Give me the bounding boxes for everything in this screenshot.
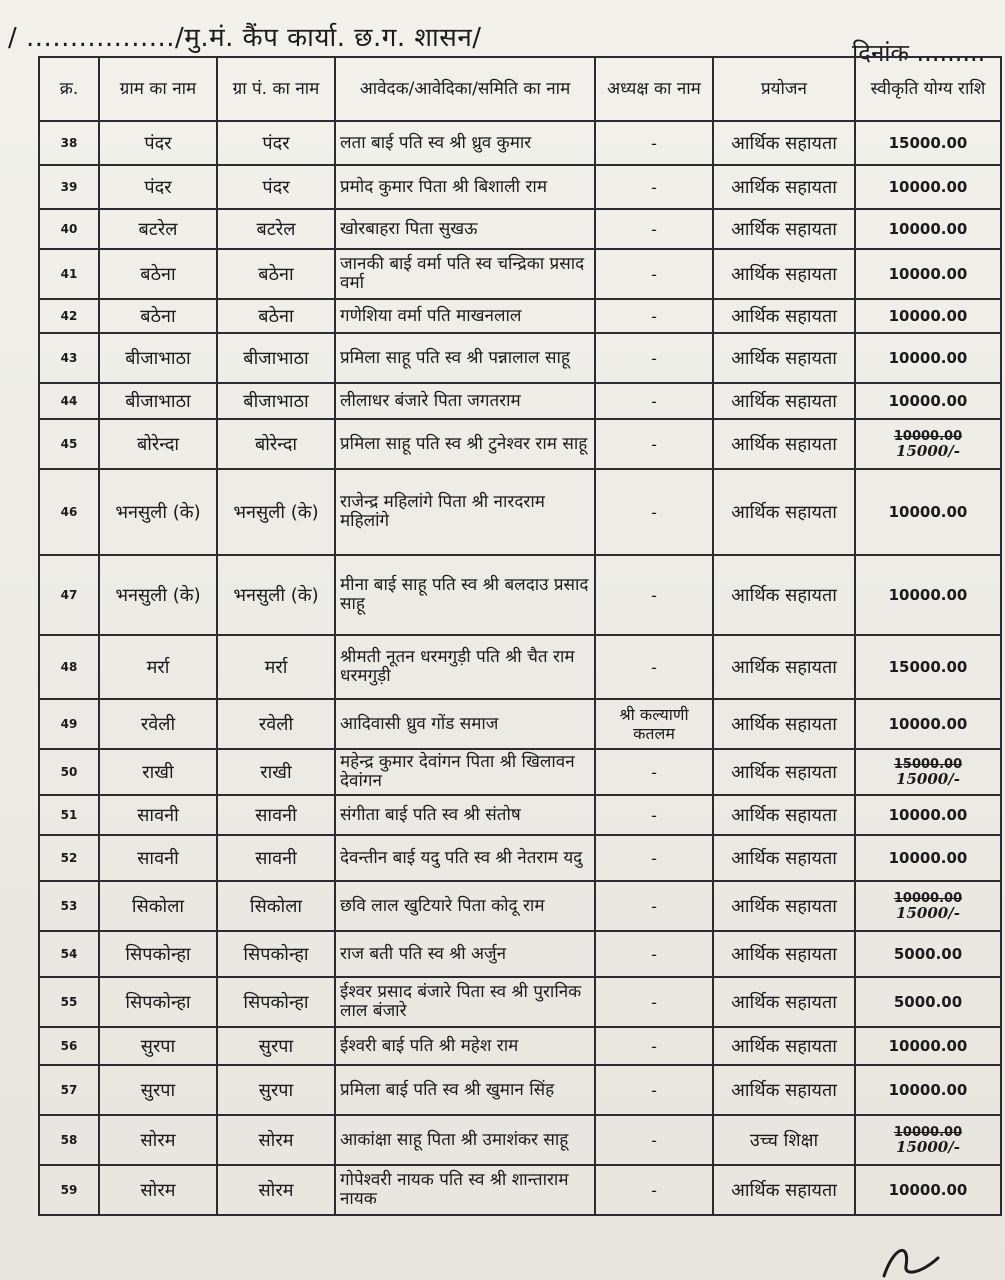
serial-cell: 58: [39, 1115, 99, 1165]
struck-amount: 10000.00: [893, 428, 963, 444]
gram-panchayat-cell: बीजाभाठा: [217, 383, 335, 419]
column-header-amount: स्वीकृति योग्य राशि: [855, 57, 1001, 121]
purpose-cell: आर्थिक सहायता: [713, 249, 855, 299]
amount-cell: 10000.00: [855, 555, 1001, 635]
gram-panchayat-cell: बठेना: [217, 249, 335, 299]
gram-panchayat-cell: भनसुली (के): [217, 555, 335, 635]
purpose-cell: आर्थिक सहायता: [713, 931, 855, 977]
president-cell: -: [595, 1027, 713, 1065]
table-row: [39, 1065, 1001, 1115]
gram-panchayat-cell: बटरेल: [217, 209, 335, 249]
handwritten-amount: 15000/-: [896, 441, 960, 460]
amount-cell: [855, 1115, 1001, 1165]
applicant-cell: छवि लाल खुटियारे पिता कोदू राम: [335, 881, 595, 931]
purpose-cell: आर्थिक सहायता: [713, 1165, 855, 1215]
amount-cell: 10000.00: [855, 795, 1001, 835]
president-cell: -: [595, 209, 713, 249]
president-cell: -: [595, 881, 713, 931]
purpose-cell: आर्थिक सहायता: [713, 209, 855, 249]
struck-amount: 10000.00: [893, 1124, 963, 1140]
gram-panchayat-cell: राखी: [217, 749, 335, 795]
table-row: [39, 977, 1001, 1027]
applicant-cell: प्रमिला साहू पति स्व श्री पन्नालाल साहू: [335, 333, 595, 383]
table-row: [39, 333, 1001, 383]
president-cell: -: [595, 555, 713, 635]
village-cell: सावनी: [99, 795, 217, 835]
table-row: [39, 699, 1001, 749]
serial-cell: 49: [39, 699, 99, 749]
president-cell: -: [595, 1165, 713, 1215]
applicant-cell: प्रमिला बाई पति स्व श्री खुमान सिंह: [335, 1065, 595, 1115]
purpose-cell: आर्थिक सहायता: [713, 699, 855, 749]
gram-panchayat-cell: सिपकोन्हा: [217, 977, 335, 1027]
struck-amount: 10000.00: [893, 890, 963, 906]
table-row: [39, 209, 1001, 249]
serial-cell: 41: [39, 249, 99, 299]
applicant-cell: संगीता बाई पति स्व श्री संतोष: [335, 795, 595, 835]
gram-panchayat-cell: बीजाभाठा: [217, 333, 335, 383]
column-header-serial: क्र.: [39, 57, 99, 121]
purpose-cell: आर्थिक सहायता: [713, 835, 855, 881]
column-header-applicant: आवेदक/आवेदिका/समिति का नाम: [335, 57, 595, 121]
serial-cell: 54: [39, 931, 99, 977]
purpose-cell: आर्थिक सहायता: [713, 419, 855, 469]
serial-cell: 38: [39, 121, 99, 165]
village-cell: बठेना: [99, 249, 217, 299]
purpose-cell: आर्थिक सहायता: [713, 333, 855, 383]
applicant-cell: राजेन्द्र महिलांगे पिता श्री नारदराम महिलांगे: [335, 469, 595, 555]
village-cell: सिपकोन्हा: [99, 977, 217, 1027]
applicant-cell: लता बाई पति स्व श्री ध्रुव कुमार: [335, 121, 595, 165]
village-cell: रवेली: [99, 699, 217, 749]
amount-cell: 15000.00: [855, 635, 1001, 699]
column-header-gram-panchayat: ग्रा पं. का नाम: [217, 57, 335, 121]
president-cell: -: [595, 383, 713, 419]
purpose-cell: आर्थिक सहायता: [713, 749, 855, 795]
president-cell: -: [595, 749, 713, 795]
serial-cell: 39: [39, 165, 99, 209]
village-cell: सोरम: [99, 1115, 217, 1165]
amount-cell: 10000.00: [855, 469, 1001, 555]
handwritten-amount: 15000/-: [896, 1137, 960, 1156]
applicant-cell: खोरबाहरा पिता सुखऊ: [335, 209, 595, 249]
applicant-cell: जानकी बाई वर्मा पति स्व चन्द्रिका प्रसाद वर्मा: [335, 249, 595, 299]
president-cell: -: [595, 931, 713, 977]
gram-panchayat-cell: पंदर: [217, 121, 335, 165]
village-cell: भनसुली (के): [99, 469, 217, 555]
serial-cell: 45: [39, 419, 99, 469]
serial-cell: 51: [39, 795, 99, 835]
amount-cell: 10000.00: [855, 1027, 1001, 1065]
purpose-cell: आर्थिक सहायता: [713, 299, 855, 333]
purpose-cell: आर्थिक सहायता: [713, 881, 855, 931]
village-cell: सोरम: [99, 1165, 217, 1215]
table-header-row: [39, 57, 1001, 121]
applicant-cell: श्रीमती नूतन धरमगुड़ी पति श्री चैत राम धरमगुड़ी: [335, 635, 595, 699]
serial-cell: 52: [39, 835, 99, 881]
gram-panchayat-cell: मर्रा: [217, 635, 335, 699]
date-field: दिनांक .........: [852, 39, 986, 67]
serial-cell: 42: [39, 299, 99, 333]
table-row: [39, 635, 1001, 699]
serial-cell: 44: [39, 383, 99, 419]
signature-mark: [880, 1236, 940, 1280]
amount-cell: 5000.00: [855, 931, 1001, 977]
village-cell: पंदर: [99, 165, 217, 209]
serial-cell: 55: [39, 977, 99, 1027]
village-cell: बीजाभाठा: [99, 333, 217, 383]
village-cell: राखी: [99, 749, 217, 795]
gram-panchayat-cell: सिकोला: [217, 881, 335, 931]
gram-panchayat-cell: सुरपा: [217, 1027, 335, 1065]
village-cell: बीजाभाठा: [99, 383, 217, 419]
applicant-cell: प्रमिला साहू पति स्व श्री टुनेश्वर राम साहू: [335, 419, 595, 469]
village-cell: सुरपा: [99, 1065, 217, 1115]
gram-panchayat-cell: सावनी: [217, 835, 335, 881]
table-row: [39, 299, 1001, 333]
serial-cell: 50: [39, 749, 99, 795]
table-row: [39, 165, 1001, 209]
struck-amount: 15000.00: [893, 756, 963, 772]
handwritten-amount: 15000/-: [896, 769, 960, 788]
amount-cell: 15000.00: [855, 121, 1001, 165]
amount-cell: 10000.00: [855, 165, 1001, 209]
table-row: [39, 249, 1001, 299]
gram-panchayat-cell: सोरम: [217, 1115, 335, 1165]
applicant-cell: महेन्द्र कुमार देवांगन पिता श्री खिलावन देवांगन: [335, 749, 595, 795]
village-cell: सुरपा: [99, 1027, 217, 1065]
purpose-cell: आर्थिक सहायता: [713, 977, 855, 1027]
applicant-cell: गणेशिया वर्मा पति माखनलाल: [335, 299, 595, 333]
village-cell: सावनी: [99, 835, 217, 881]
gram-panchayat-cell: सिपकोन्हा: [217, 931, 335, 977]
amount-cell: 10000.00: [855, 249, 1001, 299]
amount-cell: 10000.00: [855, 1065, 1001, 1115]
applicant-cell: मीना बाई साहू पति स्व श्री बलदाउ प्रसाद साहू: [335, 555, 595, 635]
applicant-cell: राज बती पति स्व श्री अर्जुन: [335, 931, 595, 977]
president-cell: -: [595, 333, 713, 383]
serial-cell: 57: [39, 1065, 99, 1115]
gram-panchayat-cell: पंदर: [217, 165, 335, 209]
serial-cell: 56: [39, 1027, 99, 1065]
purpose-cell: आर्थिक सहायता: [713, 469, 855, 555]
applicant-cell: आदिवासी ध्रुव गोंड समाज: [335, 699, 595, 749]
president-cell: -: [595, 795, 713, 835]
purpose-cell: आर्थिक सहायता: [713, 1027, 855, 1065]
table-row: [39, 749, 1001, 795]
applicant-cell: गोपेश्वरी नायक पति स्व श्री शान्ताराम नायक: [335, 1165, 595, 1215]
applicant-cell: प्रमोद कुमार पिता श्री बिशाली राम: [335, 165, 595, 209]
applicant-cell: ईश्वरी बाई पति श्री महेश राम: [335, 1027, 595, 1065]
table-row: [39, 1115, 1001, 1165]
table-row: [39, 931, 1001, 977]
gram-panchayat-cell: सुरपा: [217, 1065, 335, 1115]
applicant-cell: लीलाधर बंजारे पिता जगतराम: [335, 383, 595, 419]
gram-panchayat-cell: बठेना: [217, 299, 335, 333]
amount-cell: 10000.00: [855, 209, 1001, 249]
amount-cell: 10000.00: [855, 333, 1001, 383]
village-cell: बठेना: [99, 299, 217, 333]
president-cell: -: [595, 299, 713, 333]
purpose-cell: आर्थिक सहायता: [713, 1065, 855, 1115]
table-row: [39, 419, 1001, 469]
serial-cell: 46: [39, 469, 99, 555]
applicant-cell: ईश्वर प्रसाद बंजारे पिता स्व श्री पुरानिक लाल बंजारे: [335, 977, 595, 1027]
amount-cell: 10000.00: [855, 1165, 1001, 1215]
serial-cell: 43: [39, 333, 99, 383]
village-cell: भनसुली (के): [99, 555, 217, 635]
purpose-cell: आर्थिक सहायता: [713, 383, 855, 419]
amount-cell: 5000.00: [855, 977, 1001, 1027]
gram-panchayat-cell: सावनी: [217, 795, 335, 835]
president-cell: -: [595, 121, 713, 165]
table-body: [39, 121, 1001, 1215]
serial-cell: 53: [39, 881, 99, 931]
president-cell: -: [595, 419, 713, 469]
president-cell: -: [595, 1065, 713, 1115]
president-cell: -: [595, 635, 713, 699]
amount-cell: 10000.00: [855, 835, 1001, 881]
column-header-purpose: प्रयोजन: [713, 57, 855, 121]
table-row: [39, 383, 1001, 419]
serial-cell: 59: [39, 1165, 99, 1215]
amount-cell: [855, 749, 1001, 795]
beneficiary-table: [38, 56, 1002, 1216]
serial-cell: 47: [39, 555, 99, 635]
serial-cell: 48: [39, 635, 99, 699]
amount-cell: 10000.00: [855, 383, 1001, 419]
column-header-president: अध्यक्ष का नाम: [595, 57, 713, 121]
purpose-cell: उच्च शिक्षा: [713, 1115, 855, 1165]
gram-panchayat-cell: सोरम: [217, 1165, 335, 1215]
table-row: [39, 469, 1001, 555]
purpose-cell: आर्थिक सहायता: [713, 121, 855, 165]
gram-panchayat-cell: रवेली: [217, 699, 335, 749]
serial-cell: 40: [39, 209, 99, 249]
purpose-cell: आर्थिक सहायता: [713, 555, 855, 635]
village-cell: सिकोला: [99, 881, 217, 931]
gram-panchayat-cell: बोरेन्दा: [217, 419, 335, 469]
village-cell: सिपकोन्हा: [99, 931, 217, 977]
table-row: [39, 835, 1001, 881]
applicant-cell: देवन्तीन बाई यदु पति स्व श्री नेतराम यदु: [335, 835, 595, 881]
village-cell: पंदर: [99, 121, 217, 165]
president-cell: -: [595, 977, 713, 1027]
president-cell: -: [595, 1115, 713, 1165]
table-row: [39, 121, 1001, 165]
gram-panchayat-cell: भनसुली (के): [217, 469, 335, 555]
table-row: [39, 1027, 1001, 1065]
table-row: [39, 555, 1001, 635]
handwritten-amount: 15000/-: [896, 903, 960, 922]
column-header-village: ग्राम का नाम: [99, 57, 217, 121]
president-cell: -: [595, 469, 713, 555]
applicant-cell: आकांक्षा साहू पिता श्री उमाशंकर साहू: [335, 1115, 595, 1165]
purpose-cell: आर्थिक सहायता: [713, 165, 855, 209]
president-cell: श्री कल्याणी कतलम: [595, 699, 713, 749]
amount-cell: [855, 881, 1001, 931]
president-cell: -: [595, 835, 713, 881]
village-cell: बटरेल: [99, 209, 217, 249]
amount-cell: 10000.00: [855, 299, 1001, 333]
office-header: / ................./मु.मं. कैंप कार्या. छ.ग. शासन/: [8, 23, 482, 53]
table-row: [39, 881, 1001, 931]
table-row: [39, 795, 1001, 835]
table-row: [39, 1165, 1001, 1215]
purpose-cell: आर्थिक सहायता: [713, 795, 855, 835]
president-cell: -: [595, 165, 713, 209]
amount-cell: 10000.00: [855, 699, 1001, 749]
village-cell: मर्रा: [99, 635, 217, 699]
village-cell: बोरेन्दा: [99, 419, 217, 469]
amount-cell: [855, 419, 1001, 469]
purpose-cell: आर्थिक सहायता: [713, 635, 855, 699]
president-cell: -: [595, 249, 713, 299]
